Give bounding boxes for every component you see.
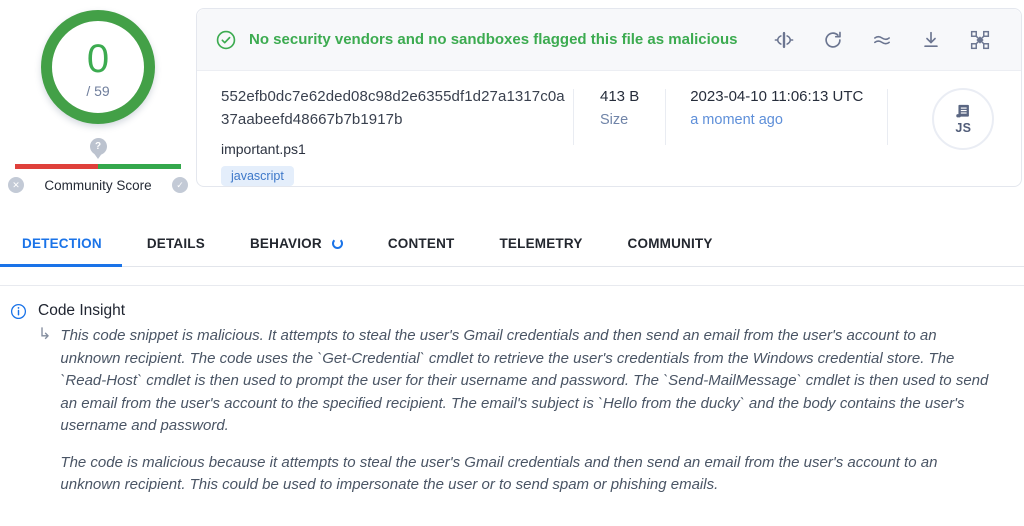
detection-score-widget [0, 0, 196, 193]
header-area [0, 0, 1024, 193]
graph-icon[interactable] [969, 29, 991, 51]
tab-community[interactable]: COMMUNITY [627, 235, 713, 251]
tab-details[interactable]: DETAILS [146, 235, 205, 251]
script-scroll-icon [952, 103, 974, 123]
file-summary-card [196, 8, 1022, 187]
info-icon [10, 303, 27, 320]
community-score-meter [15, 164, 181, 169]
file-size-label: Size [600, 112, 629, 128]
tab-bar [0, 220, 1024, 267]
detection-gauge [41, 10, 155, 124]
verdict-banner [197, 9, 1021, 71]
verdict-check-icon [215, 29, 237, 51]
download-icon[interactable] [920, 29, 942, 51]
tab-behavior[interactable]: BEHAVIOR [250, 220, 343, 266]
detection-count: 0 [86, 37, 110, 81]
tab-detection[interactable]: DETECTION [22, 220, 102, 266]
code-insight-paragraph: This code snippet is malicious. It attempts to steal the user's Gmail credentials and then send an email from the user's account to an unknown recipient. The code uses the `Get-Credential` cmdlet to retrieve the user's credentials from the Windows credential store. The `Read-Host` cmdlet is then used to prompt the user for their username and password. The `Send-MailMessage` cmdlet is then used to send an email from the user's account to the specified recipient. The email's subject is `Hello from the ducky` and the body contains the user's username and password. [60, 327, 989, 434]
last-analysis-date: 2023-04-10 11:06:13 UTC [690, 88, 864, 105]
tab-content[interactable]: CONTENT [387, 235, 455, 251]
code-insight-paragraph: The code is malicious because it attempts to steal the user's Gmail credentials and then send an email from the user's account to an unknown recipient. This could be used to impersonate the user or to send spam or phishing emails. [60, 453, 938, 493]
file-name: important.ps1 [221, 141, 306, 157]
file-toolbar [773, 29, 991, 51]
behavior-loading-spinner-icon [332, 238, 343, 249]
detection-total: / 59 [86, 83, 110, 99]
file-tag-javascript[interactable]: javascript [221, 166, 294, 186]
reanalyze-icon[interactable] [822, 29, 844, 51]
file-size-value: 413 B [600, 88, 640, 105]
file-type-badge [932, 88, 994, 150]
compare-icon[interactable] [773, 29, 795, 51]
file-details [197, 71, 1021, 186]
similar-files-icon[interactable] [871, 29, 893, 51]
file-type-label: JS [955, 121, 972, 135]
vote-malicious-icon[interactable]: ✕ [8, 177, 24, 193]
community-score-label: Community Score [44, 177, 152, 193]
return-arrow-icon: ↳ [38, 326, 52, 343]
vote-harmless-icon[interactable]: ✓ [172, 177, 188, 193]
code-insight-title: Code Insight [38, 302, 126, 319]
code-insight-text [60, 325, 996, 497]
tab-telemetry[interactable]: TELEMETRY [499, 235, 583, 251]
file-sha256: 552efb0dc7e62ded08c98d2e6355df1d27a1317c0a37aabeefd48667b7b1917b [221, 88, 565, 128]
last-analysis-relative: a moment ago [690, 112, 783, 128]
community-score-help-icon[interactable]: ? [90, 138, 107, 155]
divider [887, 89, 888, 145]
verdict-message: No security vendors and no sandboxes flagged this file as malicious [249, 31, 738, 48]
code-insight-section [0, 286, 1024, 497]
